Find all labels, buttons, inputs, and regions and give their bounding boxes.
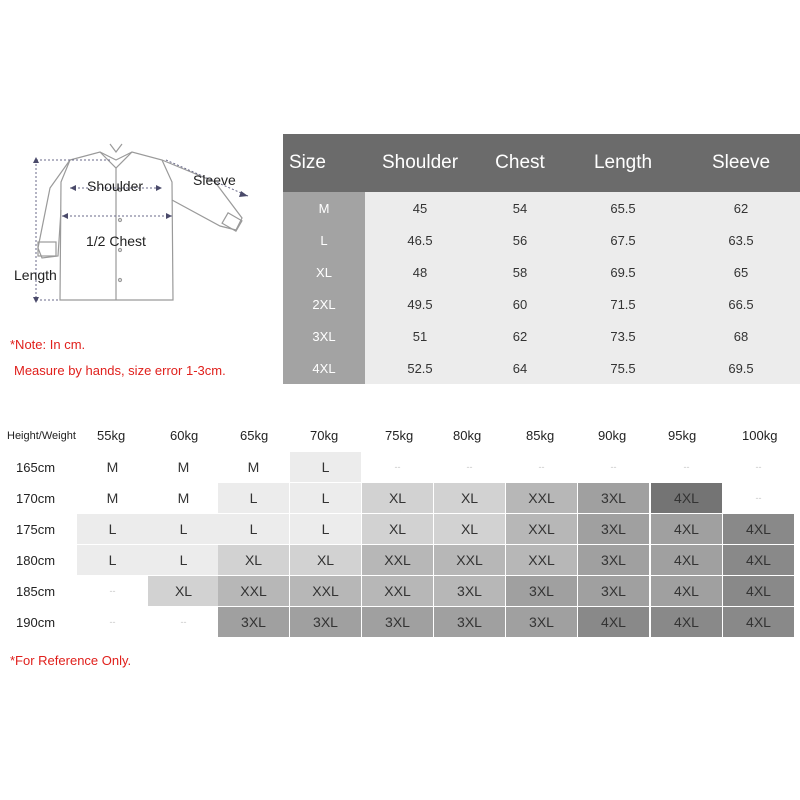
size-recommendation-cell: L	[218, 483, 289, 513]
size-recommendation-cell: --	[434, 452, 505, 482]
weight-header: 90kg	[598, 428, 627, 443]
weight-header: 80kg	[453, 428, 482, 443]
size-recommendation-cell: 3XL	[578, 514, 649, 544]
size-recommendation-cell: --	[506, 452, 577, 482]
size-recommendation-cell: 3XL	[578, 483, 649, 513]
size-recommendation-cell: XXL	[218, 576, 289, 606]
size-recommendation-cell: --	[578, 452, 649, 482]
size-recommendation-cell: L	[290, 514, 361, 544]
height-label: 165cm	[16, 460, 56, 475]
size-recommendation-cell: 3XL	[362, 607, 433, 637]
size-recommendation-cell: 3XL	[290, 607, 361, 637]
size-cell-length: 67.5	[565, 224, 681, 256]
size-recommendation-cell: M	[148, 452, 219, 482]
size-cell-shoulder: 46.5	[365, 224, 475, 256]
header-shoulder: Shoulder	[365, 134, 475, 192]
size-recommendation-cell: 3XL	[506, 576, 577, 606]
weight-header: 75kg	[385, 428, 414, 443]
size-cell-size: XL	[283, 256, 365, 288]
size-recommendation-cell: --	[362, 452, 433, 482]
size-row	[283, 288, 800, 320]
height-label: 170cm	[16, 491, 56, 506]
size-recommendation-cell: M	[77, 483, 148, 513]
size-recommendation-cell: XXL	[362, 576, 433, 606]
size-cell-sleeve: 68	[681, 320, 800, 352]
size-cell-shoulder: 51	[365, 320, 475, 352]
size-recommendation-cell: L	[77, 545, 148, 575]
size-recommendation-cell: --	[148, 607, 219, 637]
size-recommendation-cell: XL	[434, 483, 505, 513]
size-recommendation-cell: --	[723, 483, 794, 513]
size-cell-chest: 60	[475, 288, 565, 320]
size-recommendation-cell: 4XL	[723, 607, 794, 637]
size-recommendation-cell: 4XL	[723, 545, 794, 575]
weight-header: 60kg	[170, 428, 199, 443]
size-cell-sleeve: 62	[681, 192, 800, 224]
weight-header: 55kg	[97, 428, 126, 443]
size-row	[283, 320, 800, 352]
size-cell-shoulder: 48	[365, 256, 475, 288]
size-cell-size: 2XL	[283, 288, 365, 320]
size-recommendation-cell: L	[290, 452, 361, 482]
height-label: 175cm	[16, 522, 56, 537]
size-cell-shoulder: 49.5	[365, 288, 475, 320]
size-recommendation-cell: L	[148, 514, 219, 544]
size-cell-size: M	[283, 192, 365, 224]
size-cell-shoulder: 45	[365, 192, 475, 224]
size-recommendation-cell: 3XL	[578, 545, 649, 575]
size-recommendation-cell: M	[148, 483, 219, 513]
size-row	[283, 256, 800, 288]
height-weight-corner-label: Height/Weight	[7, 430, 76, 442]
size-table-header	[283, 134, 800, 192]
size-recommendation-cell: 4XL	[651, 514, 722, 544]
height-weight-grid	[0, 420, 800, 640]
size-recommendation-cell: M	[77, 452, 148, 482]
size-cell-size: L	[283, 224, 365, 256]
size-recommendation-cell: XXL	[506, 514, 577, 544]
size-cell-sleeve: 66.5	[681, 288, 800, 320]
height-label: 180cm	[16, 553, 56, 568]
size-cell-chest: 58	[475, 256, 565, 288]
size-cell-chest: 54	[475, 192, 565, 224]
size-recommendation-cell: 3XL	[218, 607, 289, 637]
size-recommendation-cell: --	[77, 607, 148, 637]
size-cell-sleeve: 69.5	[681, 352, 800, 384]
weight-header: 65kg	[240, 428, 269, 443]
size-recommendation-cell: 3XL	[434, 607, 505, 637]
note-measure: Measure by hands, size error 1-3cm.	[14, 363, 226, 378]
size-recommendation-cell: XXL	[434, 545, 505, 575]
size-cell-length: 75.5	[565, 352, 681, 384]
weight-header: 85kg	[526, 428, 555, 443]
size-cell-size: 4XL	[283, 352, 365, 384]
size-recommendation-cell: L	[290, 483, 361, 513]
size-cell-chest: 64	[475, 352, 565, 384]
size-row	[283, 224, 800, 256]
size-recommendation-cell: --	[77, 576, 148, 606]
size-cell-length: 73.5	[565, 320, 681, 352]
size-recommendation-cell: --	[723, 452, 794, 482]
size-recommendation-cell: 4XL	[651, 607, 722, 637]
size-recommendation-cell: XL	[290, 545, 361, 575]
size-recommendation-cell: 4XL	[578, 607, 649, 637]
shirt-illustration	[0, 130, 290, 320]
size-cell-size: 3XL	[283, 320, 365, 352]
size-recommendation-cell: 4XL	[651, 483, 722, 513]
size-recommendation-cell: 3XL	[578, 576, 649, 606]
header-size: Size	[283, 134, 365, 192]
weight-header: 100kg	[742, 428, 778, 443]
size-recommendation-cell: 3XL	[506, 607, 577, 637]
size-recommendation-cell: XXL	[506, 545, 577, 575]
size-recommendation-cell: L	[148, 545, 219, 575]
size-recommendation-cell: XXL	[290, 576, 361, 606]
header-sleeve: Sleeve	[681, 134, 800, 192]
size-cell-length: 65.5	[565, 192, 681, 224]
size-recommendation-cell: L	[218, 514, 289, 544]
size-cell-chest: 62	[475, 320, 565, 352]
size-recommendation-cell: XL	[362, 483, 433, 513]
sleeve-label: Sleeve	[193, 172, 236, 188]
size-cell-chest: 56	[475, 224, 565, 256]
size-recommendation-cell: XL	[148, 576, 219, 606]
header-chest: Chest	[475, 134, 565, 192]
size-chart-table	[283, 134, 800, 384]
size-cell-sleeve: 65	[681, 256, 800, 288]
size-recommendation-cell: XL	[218, 545, 289, 575]
header-length: Length	[565, 134, 681, 192]
size-cell-length: 69.5	[565, 256, 681, 288]
length-label: Length	[14, 267, 57, 283]
weight-header: 70kg	[310, 428, 339, 443]
size-recommendation-cell: XL	[434, 514, 505, 544]
size-recommendation-cell: XL	[362, 514, 433, 544]
size-cell-length: 71.5	[565, 288, 681, 320]
size-row	[283, 192, 800, 224]
size-recommendation-cell: M	[218, 452, 289, 482]
note-unit: *Note: In cm.	[10, 337, 86, 352]
size-recommendation-cell: L	[77, 514, 148, 544]
height-label: 185cm	[16, 584, 56, 599]
size-recommendation-cell: 4XL	[723, 514, 794, 544]
weight-header: 95kg	[668, 428, 697, 443]
size-recommendation-cell: XXL	[362, 545, 433, 575]
size-cell-sleeve: 63.5	[681, 224, 800, 256]
size-recommendation-cell: --	[651, 452, 722, 482]
size-recommendation-cell: XXL	[506, 483, 577, 513]
size-recommendation-cell: 3XL	[434, 576, 505, 606]
shirt-measurement-diagram	[0, 130, 290, 320]
reference-footnote: *For Reference Only.	[10, 653, 132, 668]
size-cell-shoulder: 52.5	[365, 352, 475, 384]
height-label: 190cm	[16, 615, 56, 630]
chest-label: 1/2 Chest	[86, 233, 146, 249]
size-recommendation-cell: 4XL	[651, 576, 722, 606]
size-recommendation-cell: 4XL	[651, 545, 722, 575]
shoulder-label: Shoulder	[87, 178, 144, 194]
size-recommendation-cell: 4XL	[723, 576, 794, 606]
size-row	[283, 352, 800, 384]
